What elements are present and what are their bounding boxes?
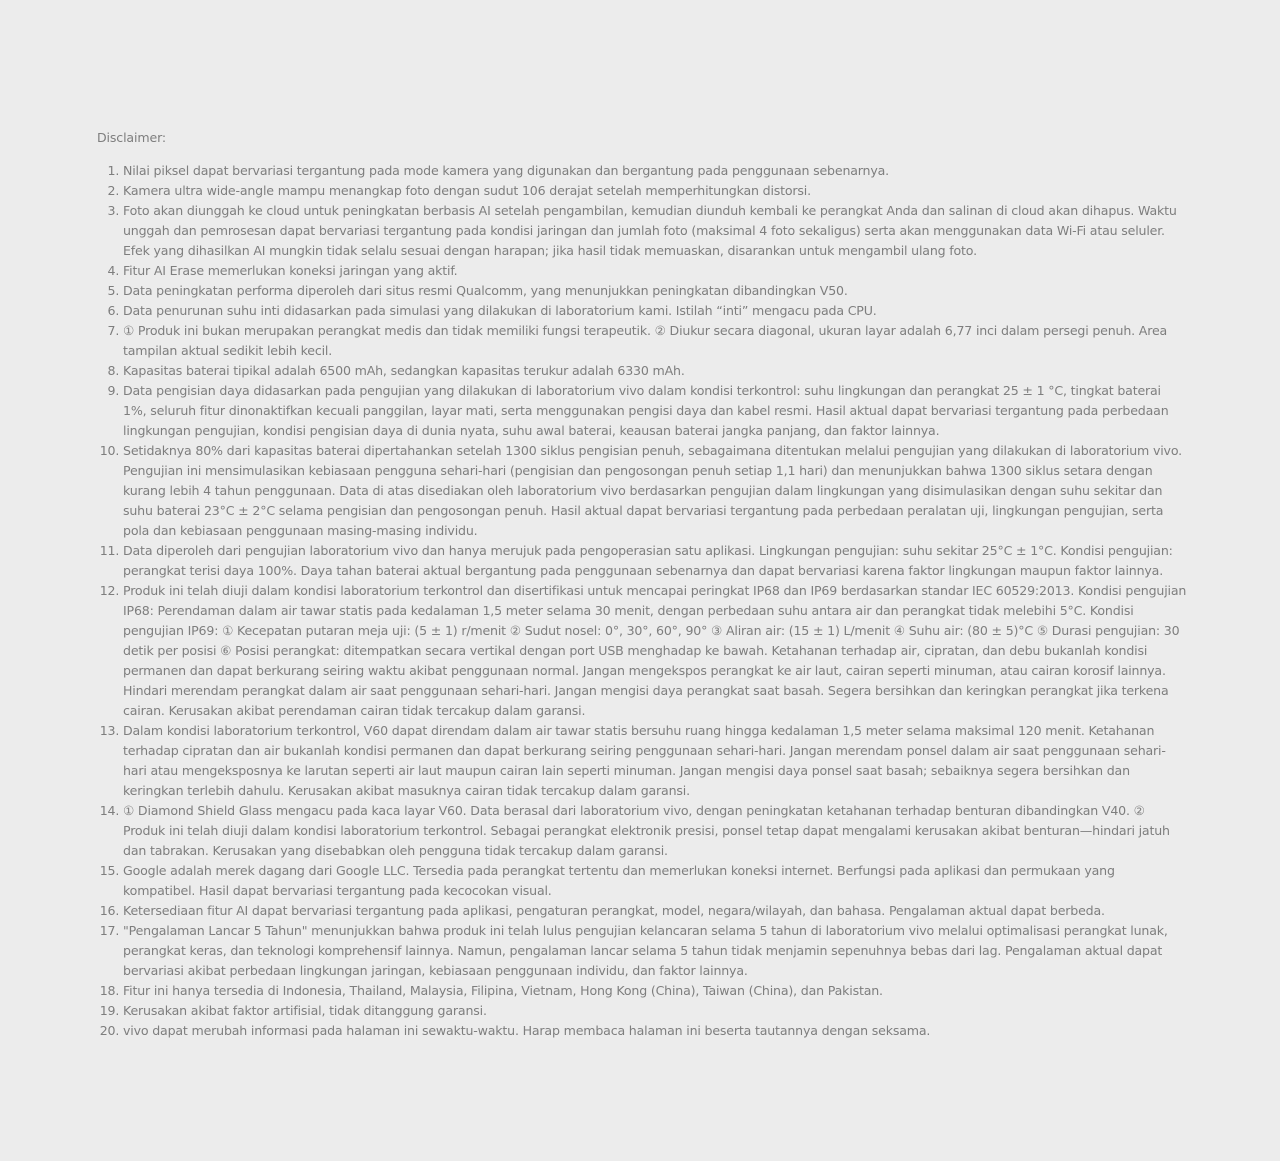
disclaimer-section xyxy=(97,128,1187,1041)
disclaimer-item-4: 4. Fitur AI Erase memerlukan koneksi jaringan yang aktif. xyxy=(123,261,1187,281)
disclaimer-item-20: 20. vivo dapat merubah informasi pada halaman ini sewaktu-waktu. Harap membaca halaman ini beserta tautannya dengan seksama. xyxy=(123,1021,1187,1041)
disclaimer-item-10: 10. Setidaknya 80% dari kapasitas baterai dipertahankan setelah 1300 siklus pengisian penuh, sebagaimana ditentukan melalui pengujian yang dilakukan di laboratorium vivo. Pengujian ini mensimulasikan kebiasaan pengguna sehari-hari (pengisian dan pengosongan penuh setiap 1,1 hari) dan menunjukkan bahwa 1300 siklus setara dengan kurang lebih 4 tahun penggunaan. Data di atas disediakan oleh laboratorium vivo berdasarkan pengujian dalam lingkungan yang disimulasikan dengan suhu sekitar dan suhu baterai 23°C ± 2°C selama pengisian dan pengosongan penuh. Hasil aktual dapat bervariasi tergantung pada perbedaan peralatan uji, lingkungan pengujian, serta pola dan kebiasaan penggunaan masing-masing individu. xyxy=(123,441,1187,541)
disclaimer-item-1: 1. Nilai piksel dapat bervariasi tergantung pada mode kamera yang digunakan dan bergantung pada penggunaan sebenarnya. xyxy=(123,161,1187,181)
disclaimer-item-11: 11. Data diperoleh dari pengujian laboratorium vivo dan hanya merujuk pada pengoperasian satu aplikasi. Lingkungan pengujian: suhu sekitar 25°C ± 1°C. Kondisi pengujian: perangkat terisi daya 100%. Daya tahan baterai aktual bergantung pada penggunaan sebenarnya dan dapat bervariasi karena faktor lingkungan maupun faktor lainnya. xyxy=(123,541,1187,581)
disclaimer-item-13: 13. Dalam kondisi laboratorium terkontrol, V60 dapat direndam dalam air tawar statis bersuhu ruang hingga kedalaman 1,5 meter selama maksimal 120 menit. Ketahanan terhadap cipratan dan air bukanlah kondisi permanen dan dapat berkurang seiring penggunaan sehari-hari. Jangan merendam ponsel dalam air saat penggunaan sehari-hari atau mengeksposnya ke larutan seperti air laut maupun cairan lain seperti minuman. Jangan mengisi daya ponsel saat basah; sebaiknya segera bersihkan dan keringkan terlebih dahulu. Kerusakan akibat masuknya cairan tidak tercakup dalam garansi. xyxy=(123,721,1187,801)
disclaimer-item-17: 17. "Pengalaman Lancar 5 Tahun" menunjukkan bahwa produk ini telah lulus pengujian kelancaran selama 5 tahun di laboratorium vivo melalui optimalisasi perangkat lunak, perangkat keras, dan teknologi komprehensif lainnya. Namun, pengalaman lancar selama 5 tahun tidak menjamin sepenuhnya bebas dari lag. Pengalaman aktual dapat bervariasi akibat perbedaan lingkungan jaringan, kebiasaan penggunaan individu, dan faktor lainnya. xyxy=(123,921,1187,981)
disclaimer-item-15: 15. Google adalah merek dagang dari Google LLC. Tersedia pada perangkat tertentu dan memerlukan koneksi internet. Berfungsi pada aplikasi dan permukaan yang kompatibel. Hasil dapat bervariasi tergantung pada kecocokan visual. xyxy=(123,861,1187,901)
disclaimer-item-2: 2. Kamera ultra wide-angle mampu menangkap foto dengan sudut 106 derajat setelah memperhitungkan distorsi. xyxy=(123,181,1187,201)
disclaimer-item-8: 8. Kapasitas baterai tipikal adalah 6500 mAh, sedangkan kapasitas terukur adalah 6330 mAh. xyxy=(123,361,1187,381)
disclaimer-item-9: 9. Data pengisian daya didasarkan pada pengujian yang dilakukan di laboratorium vivo dalam kondisi terkontrol: suhu lingkungan dan perangkat 25 ± 1 °C, tingkat baterai 1%, seluruh fitur dinonaktifkan kecuali panggilan, layar mati, serta menggunakan pengisi daya dan kabel resmi. Hasil aktual dapat bervariasi tergantung pada perbedaan lingkungan pengujian, kondisi pengisian daya di dunia nyata, suhu awal baterai, keausan baterai jangka panjang, dan faktor lainnya. xyxy=(123,381,1187,441)
disclaimer-title: Disclaimer: xyxy=(97,130,166,145)
disclaimer-item-12: 12. Produk ini telah diuji dalam kondisi laboratorium terkontrol dan disertifikasi untuk mencapai peringkat IP68 dan IP69 berdasarkan standar IEC 60529:2013. Kondisi pengujian IP68: Perendaman dalam air tawar statis pada kedalaman 1,5 meter selama 30 menit, dengan perbedaan suhu antara air dan perangkat tidak melebihi 5°C. Kondisi pengujian IP69: ① Kecepatan putaran meja uji: (5 ± 1) r/menit ② Sudut nosel: 0°, 30°, 60°, 90° ③ Aliran air: (15 ± 1) L/menit ④ Suhu air: (80 ± 5)°C ⑤ Durasi pengujian: 30 detik per posisi ⑥ Posisi perangkat: ditempatkan secara vertikal dengan port USB menghadap ke bawah. Ketahanan terhadap air, cipratan, dan debu bukanlah kondisi permanen dan dapat berkurang seiring waktu akibat penggunaan normal. Jangan mengekspos perangkat ke air laut, cairan seperti minuman, atau cairan korosif lainnya. Hindari merendam perangkat dalam air saat penggunaan sehari-hari. Jangan mengisi daya perangkat saat basah. Segera bersihkan dan keringkan perangkat jika terkena cairan. Kerusakan akibat perendaman cairan tidak tercakup dalam garansi. xyxy=(123,581,1187,721)
disclaimer-item-18: 18. Fitur ini hanya tersedia di Indonesia, Thailand, Malaysia, Filipina, Vietnam, Hong Kong (China), Taiwan (China), dan Pakistan. xyxy=(123,981,1187,1001)
disclaimer-item-5: 5. Data peningkatan performa diperoleh dari situs resmi Qualcomm, yang menunjukkan peningkatan dibandingkan V50. xyxy=(123,281,1187,301)
disclaimer-item-19: 19. Kerusakan akibat faktor artifisial, tidak ditanggung garansi. xyxy=(123,1001,1187,1021)
disclaimer-item-14: 14. ① Diamond Shield Glass mengacu pada kaca layar V60. Data berasal dari laboratorium vivo, dengan peningkatan ketahanan terhadap benturan dibandingkan V40. ② Produk ini telah diuji dalam kondisi laboratorium terkontrol. Sebagai perangkat elektronik presisi, ponsel tetap dapat mengalami kerusakan akibat benturan—hindari jatuh dan tabrakan. Kerusakan yang disebabkan oleh pengguna tidak tercakup dalam garansi. xyxy=(123,801,1187,861)
disclaimer-item-3: 3. Foto akan diunggah ke cloud untuk peningkatan berbasis AI setelah pengambilan, kemudian diunduh kembali ke perangkat Anda dan salinan di cloud akan dihapus. Waktu unggah dan pemrosesan dapat bervariasi tergantung pada kondisi jaringan dan jumlah foto (maksimal 4 foto sekaligus) serta akan menggunakan data Wi-Fi atau seluler. Efek yang dihasilkan AI mungkin tidak selalu sesuai dengan harapan; jika hasil tidak memuaskan, disarankan untuk mengambil ulang foto. xyxy=(123,201,1187,261)
disclaimer-item-16: 16. Ketersediaan fitur AI dapat bervariasi tergantung pada aplikasi, pengaturan perangkat, model, negara/wilayah, dan bahasa. Pengalaman aktual dapat berbeda. xyxy=(123,901,1187,921)
disclaimer-list xyxy=(97,161,1187,1041)
disclaimer-item-7: 7. ① Produk ini bukan merupakan perangkat medis dan tidak memiliki fungsi terapeutik. ② Diukur secara diagonal, ukuran layar adalah 6,77 inci dalam persegi penuh. Area tampilan aktual sedikit lebih kecil. xyxy=(123,321,1187,361)
disclaimer-item-6: 6. Data penurunan suhu inti didasarkan pada simulasi yang dilakukan di laboratorium kami. Istilah “inti” mengacu pada CPU. xyxy=(123,301,1187,321)
